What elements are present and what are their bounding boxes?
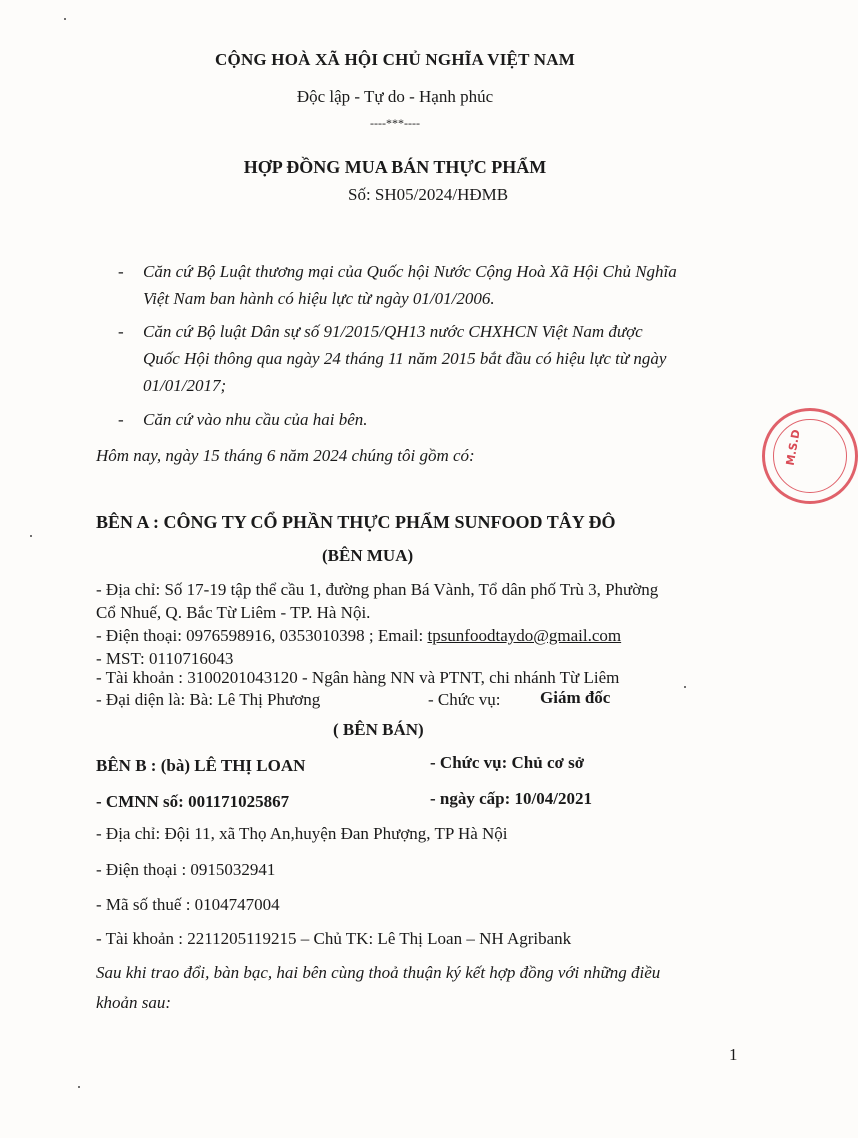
party-a-address-line-2: Cổ Nhuế, Q. Bắc Từ Liêm - TP. Hà Nội. (96, 603, 371, 622)
party-b-id-issued: - ngày cấp: 10/04/2021 (430, 789, 592, 808)
scan-speck (30, 535, 32, 537)
party-b-tax-code: - Mã số thuế : 0104747004 (96, 895, 280, 914)
closing-line-2: khoản sau: (96, 993, 172, 1012)
party-b-role: ( BÊN BÁN) (333, 720, 424, 739)
company-seal-text: M.S.D (783, 428, 803, 467)
party-b-address: - Địa chỉ: Đội 11, xã Thọ An,huyện Đan Phượng, TP Hà Nội (96, 824, 508, 843)
basis-2-line-1: Căn cứ Bộ luật Dân sự số 91/2015/QH13 nước CHXHCN Việt Nam được (143, 322, 643, 341)
contract-number: Số: SH05/2024/HĐMB (348, 185, 509, 204)
national-motto: Độc lập - Tự do - Hạnh phúc (296, 87, 494, 106)
party-a-address-line-1: - Địa chỉ: Số 17-19 tập thể cầu 1, đường phan Bá Vành, Tổ dân phố Trù 3, Phường (96, 580, 659, 599)
party-b-heading: BÊN B : (bà) LÊ THỊ LOAN (96, 756, 306, 775)
basis-bullet: - (118, 262, 124, 281)
party-b-id-number: - CMNN số: 001171025867 (96, 792, 290, 811)
party-a-role: (BÊN MUA) (322, 546, 414, 565)
party-a-position: Giám đốc (540, 688, 611, 707)
basis-bullet: - (118, 410, 124, 429)
party-a-heading: BÊN A : CÔNG TY CỔ PHẦN THỰC PHẨM SUNFOOD TÂY ĐÔ (96, 512, 616, 532)
party-b-bank-account: - Tài khoản : 2211205119215 – Chủ TK: Lê Thị Loan – NH Agribank (96, 929, 572, 948)
today-statement: Hôm nay, ngày 15 tháng 6 năm 2024 chúng tôi gồm có: (96, 446, 475, 465)
closing-line-1: Sau khi trao đổi, bàn bạc, hai bên cùng thoả thuận ký kết hợp đồng với những điều (96, 963, 661, 982)
party-a-phone-row (96, 626, 621, 646)
party-a-bank-account: - Tài khoản : 3100201043120 - Ngân hàng NN và PTNT, chi nhánh Từ Liêm (96, 668, 620, 687)
scan-speck (684, 686, 686, 688)
basis-1-line-1: Căn cứ Bộ Luật thương mại của Quốc hội Nước Cộng Hoà Xã Hội Chủ Nghĩa (143, 262, 677, 281)
party-a-tax-code: - MST: 0110716043 (96, 649, 234, 668)
basis-1-line-2: Việt Nam ban hành có hiệu lực từ ngày 01/01/2006. (143, 289, 495, 308)
basis-bullet: - (118, 322, 124, 341)
company-seal (762, 408, 858, 504)
scan-speck (78, 1086, 80, 1088)
party-b-phone: - Điện thoại : 0915032941 (96, 860, 276, 879)
contract-title: HỢP ĐỒNG MUA BÁN THỰC PHẨM (243, 157, 547, 177)
party-a-position-label: - Chức vụ: (428, 690, 501, 709)
header-separator: ----***---- (370, 116, 420, 130)
party-b-position: - Chức vụ: Chủ cơ sở (430, 753, 585, 772)
basis-2-line-2: Quốc Hội thông qua ngày 24 tháng 11 năm 2015 bắt đầu có hiệu lực từ ngày (143, 349, 667, 368)
party-a-representative: - Đại diện là: Bà: Lê Thị Phương (96, 690, 321, 709)
basis-3-line-1: Căn cứ vào nhu cầu của hai bên. (143, 410, 368, 429)
basis-2-line-3: 01/01/2017; (143, 376, 227, 395)
party-a-email-link[interactable]: tpsunfoodtaydo@gmail.com (427, 626, 622, 645)
scan-speck (64, 18, 66, 20)
party-a-phone: - Điện thoại: 0976598916, 0353010398 ; Email: (96, 626, 428, 645)
page-number: 1 (729, 1045, 738, 1064)
national-header: CỘNG HOÀ XÃ HỘI CHỦ NGHĨA VIỆT NAM (215, 50, 575, 69)
